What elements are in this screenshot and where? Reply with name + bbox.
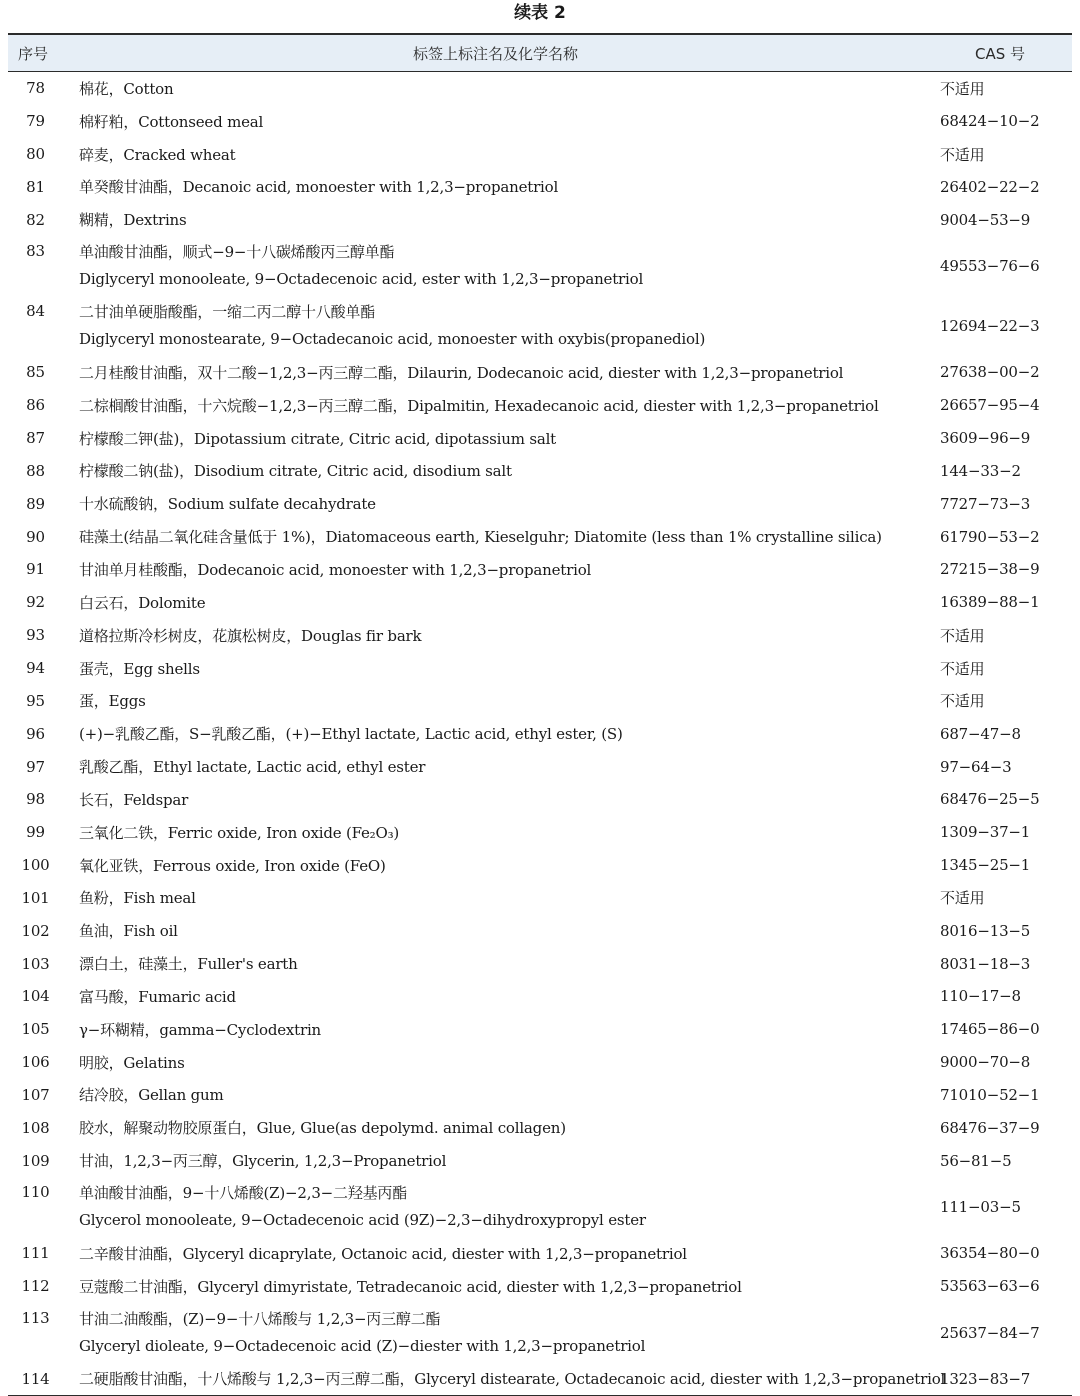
row-serial-number: 95 — [26, 691, 45, 710]
row-cas-number: 不适用 — [940, 626, 985, 645]
row-label-name: 长石，Feldspar — [79, 790, 189, 809]
table-row — [8, 914, 1072, 947]
row-cas-number: 36354−80−0 — [940, 1244, 1040, 1263]
table-row — [8, 1079, 1072, 1112]
row-serial-number: 94 — [26, 659, 45, 678]
row-label-name: 柠檬酸二钾(盐)，Dipotassium citrate, Citric acid, dipotassium salt — [79, 429, 556, 448]
row-serial-number: 109 — [21, 1151, 50, 1170]
row-serial-number: 96 — [26, 724, 45, 743]
row-cas-number: 144−33−2 — [940, 461, 1021, 480]
row-cas-number: 1323−83−7 — [940, 1369, 1031, 1388]
table-row — [8, 72, 1072, 105]
row-serial-number: 86 — [26, 396, 45, 415]
table-caption: 续表 2 — [514, 3, 566, 23]
row-cas-number: 97−64−3 — [940, 757, 1012, 776]
row-cas-number: 27638−00−2 — [940, 363, 1040, 382]
table-row — [8, 882, 1072, 915]
row-cas-number: 不适用 — [940, 889, 985, 908]
row-label-name-en: Glycerol monooleate, 9−Octadecenoic acid (9Z)−2,3−dihydroxypropyl ester — [79, 1210, 646, 1229]
row-label-name: 糊精，Dextrins — [79, 211, 187, 230]
row-label-name: 蛋，Eggs — [79, 692, 146, 711]
row-cas-number: 不适用 — [940, 145, 985, 164]
row-cas-number: 68476−25−5 — [940, 790, 1040, 809]
row-cas-number: 687−47−8 — [940, 724, 1021, 743]
row-label-name: (+)−乳酸乙酯，S−乳酸乙酯，(+)−Ethyl lactate, Lactic acid, ethyl ester, (S) — [79, 725, 623, 744]
ingredient-table — [8, 33, 1072, 1396]
row-cas-number: 9000−70−8 — [940, 1053, 1031, 1072]
row-cas-number: 1345−25−1 — [940, 856, 1031, 875]
table-body — [8, 72, 1072, 1395]
row-serial-number: 111 — [21, 1244, 50, 1263]
row-label-name: 胶水，解聚动物胶原蛋白，Glue, Glue(as depolymd. animal collagen) — [79, 1119, 566, 1138]
table-row — [8, 816, 1072, 849]
row-label-name: 鱼粉，Fish meal — [79, 889, 196, 908]
row-cas-number: 56−81−5 — [940, 1151, 1012, 1170]
row-serial-number: 112 — [21, 1277, 50, 1296]
row-serial-number: 98 — [26, 790, 45, 809]
row-cas-number: 9004−53−9 — [940, 210, 1031, 229]
table-row — [8, 1237, 1072, 1270]
table-row — [8, 684, 1072, 717]
row-label-name — [63, 236, 928, 296]
row-cas-number: 68424−10−2 — [940, 112, 1040, 131]
row-label-name: 棉花，Cotton — [79, 79, 174, 98]
row-serial-number: 101 — [21, 888, 50, 907]
table-row — [8, 171, 1072, 204]
table-row — [8, 783, 1072, 816]
row-serial-number: 107 — [21, 1085, 50, 1104]
table-row — [8, 1144, 1072, 1177]
row-cas-number: 1309−37−1 — [940, 823, 1031, 842]
table-row — [8, 947, 1072, 980]
row-label-name: 鱼油，Fish oil — [79, 922, 178, 941]
row-serial-number: 84 — [26, 302, 45, 321]
row-label-name: 结冷胶，Gellan gum — [79, 1086, 224, 1105]
row-serial-number: 99 — [26, 823, 45, 842]
row-serial-number: 102 — [21, 921, 50, 940]
row-label-name: 二棕榈酸甘油酯，十六烷酸−1,2,3−丙三醇二酯，Dipalmitin, Hexadecanoic acid, diester with 1,2,3−propanetriol — [79, 396, 879, 415]
row-cas-number: 49553−76−6 — [940, 257, 1040, 276]
row-serial-number: 91 — [26, 560, 45, 579]
row-label-name: 十水硫酸钠，Sodium sulfate decahydrate — [79, 495, 376, 514]
table-row — [8, 1303, 1072, 1363]
row-cas-number: 不适用 — [940, 692, 985, 711]
table-row — [8, 296, 1072, 356]
row-serial-number: 100 — [21, 856, 50, 875]
row-cas-number: 不适用 — [940, 79, 985, 98]
table-row — [8, 980, 1072, 1013]
row-serial-number: 97 — [26, 757, 45, 776]
row-label-name-cn: 二甘油单硬脂酸酯，一缩二丙二醇十八酸单酯 — [79, 303, 376, 322]
row-cas-number: 68476−37−9 — [940, 1118, 1040, 1137]
table-header — [8, 33, 1072, 72]
row-label-name: 白云石，Dolomite — [79, 593, 206, 612]
row-cas-number: 12694−22−3 — [940, 317, 1040, 336]
row-cas-number: 不适用 — [940, 659, 985, 678]
row-serial-number: 113 — [21, 1308, 50, 1327]
row-cas-number: 16389−88−1 — [940, 593, 1040, 612]
row-label-name: 道格拉斯冷杉树皮，花旗松树皮，Douglas fir bark — [79, 626, 422, 645]
table-row — [8, 236, 1072, 296]
table-row — [8, 1013, 1072, 1046]
row-serial-number: 110 — [21, 1183, 50, 1202]
row-cas-number: 25637−84−7 — [940, 1323, 1040, 1342]
row-cas-number: 61790−53−2 — [940, 527, 1040, 546]
row-serial-number: 83 — [26, 242, 45, 261]
row-label-name: 豆蔻酸二甘油酯，Glyceryl dimyristate, Tetradecanoic acid, diester with 1,2,3−propanetriol — [79, 1277, 742, 1296]
row-label-name: 棉籽粕，Cottonseed meal — [79, 112, 264, 131]
row-serial-number: 87 — [26, 429, 45, 448]
table-row — [8, 487, 1072, 520]
row-cas-number: 27215−38−9 — [940, 560, 1040, 579]
row-serial-number: 89 — [26, 494, 45, 513]
row-cas-number: 7727−73−3 — [940, 494, 1031, 513]
table-row — [8, 422, 1072, 455]
table-row — [8, 1046, 1072, 1079]
table-row — [8, 356, 1072, 389]
row-serial-number: 104 — [21, 987, 50, 1006]
row-serial-number: 80 — [26, 145, 45, 164]
row-serial-number: 78 — [26, 79, 45, 98]
row-cas-number: 8031−18−3 — [940, 954, 1031, 973]
row-label-name-cn: 甘油二油酸酯，(Z)−9−十八烯酸与 1,2,3−丙三醇二酯 — [79, 1309, 441, 1328]
row-cas-number: 26657−95−4 — [940, 396, 1040, 415]
row-label-name: 柠檬酸二钠(盐)，Disodium citrate, Citric acid, disodium salt — [79, 462, 512, 481]
table-row — [8, 455, 1072, 488]
table-row — [8, 520, 1072, 553]
row-serial-number: 106 — [21, 1053, 50, 1072]
row-label-name: 乳酸乙酯，Ethyl lactate, Lactic acid, ethyl ester — [79, 758, 426, 777]
header-label-name: 标签上标注名及化学名称 — [412, 44, 578, 63]
table-row — [8, 652, 1072, 685]
row-label-name-en: Diglyceryl monooleate, 9−Octadecenoic acid, ester with 1,2,3−propanetriol — [79, 270, 644, 289]
row-label-name: 碎麦，Cracked wheat — [79, 145, 236, 164]
row-label-name: 硅藻土(结晶二氧化硅含量低于 1%)，Diatomaceous earth, Kieselguhr; Diatomite (less than 1% crystalline silica) — [79, 528, 882, 547]
row-cas-number: 71010−52−1 — [940, 1085, 1040, 1104]
table-row — [8, 203, 1072, 236]
row-label-name: 富马酸，Fumaric acid — [79, 987, 236, 1006]
table-row — [8, 1111, 1072, 1144]
row-label-name: 二月桂酸甘油酯，双十二酸−1,2,3−丙三醇二酯，Dilaurin, Dodecanoic acid, diester with 1,2,3−propanetriol — [79, 363, 844, 382]
table-row — [8, 750, 1072, 783]
row-serial-number: 105 — [21, 1020, 50, 1039]
row-label-name: 单癸酸甘油酯，Decanoic acid, monoester with 1,2,3−propanetriol — [79, 178, 559, 197]
header-serial-number: 序号 — [18, 44, 49, 63]
row-label-name-en: Glyceryl dioleate, 9−Octadecenoic acid (Z)−diester with 1,2,3−propanetriol — [79, 1336, 646, 1355]
table-row — [8, 849, 1072, 882]
row-cas-number: 17465−86−0 — [940, 1020, 1040, 1039]
row-label-name: 明胶，Gelatins — [79, 1053, 185, 1072]
row-label-name-cn: 单油酸甘油酯，顺式−9−十八碳烯酸丙三醇单酯 — [79, 243, 395, 262]
header-cas-number: CAS 号 — [974, 44, 1026, 63]
row-serial-number: 90 — [26, 527, 45, 546]
row-serial-number: 88 — [26, 461, 45, 480]
row-label-name-en: Diglyceryl monostearate, 9−Octadecanoic acid, monoester with oxybis(propanediol) — [79, 330, 706, 348]
row-serial-number: 92 — [26, 593, 45, 612]
table-row — [8, 1177, 1072, 1237]
table-row — [8, 586, 1072, 619]
row-label-name: 甘油单月桂酸酯，Dodecanoic acid, monoester with 1,2,3−propanetriol — [79, 560, 592, 579]
row-label-name — [63, 1303, 928, 1363]
row-cas-number: 53563−63−6 — [940, 1277, 1040, 1296]
row-serial-number: 108 — [21, 1118, 50, 1137]
row-serial-number: 82 — [26, 210, 45, 229]
table-row — [8, 619, 1072, 652]
row-serial-number: 93 — [26, 626, 45, 645]
row-serial-number: 103 — [21, 954, 50, 973]
row-serial-number: 79 — [26, 112, 45, 131]
row-serial-number: 85 — [26, 363, 45, 382]
row-label-name: 甘油，1,2,3−丙三醇，Glycerin, 1,2,3−Propanetriol — [79, 1152, 447, 1171]
row-label-name: 蛋壳，Egg shells — [79, 659, 200, 678]
table-row — [8, 1270, 1072, 1303]
table-row — [8, 138, 1072, 171]
row-cas-number: 111−03−5 — [940, 1198, 1021, 1217]
row-cas-number: 8016−13−5 — [940, 921, 1031, 940]
row-label-name: 二硬脂酸甘油酯，十八烯酸与 1,2,3−丙三醇二酯，Glyceryl distearate, Octadecanoic acid, diester with 1,2,3−propanetriol — [79, 1370, 946, 1389]
table-row — [8, 389, 1072, 422]
row-cas-number: 110−17−8 — [940, 987, 1021, 1006]
row-label-name: 氧化亚铁，Ferrous oxide, Iron oxide (FeO) — [79, 856, 386, 875]
row-cas-number: 3609−96−9 — [940, 429, 1031, 448]
row-label-name: 二辛酸甘油酯，Glyceryl dicaprylate, Octanoic acid, diester with 1,2,3−propanetriol — [79, 1244, 687, 1263]
row-label-name — [63, 1177, 928, 1237]
table-row — [8, 1363, 1072, 1396]
row-label-name: 漂白土，硅藻土，Fuller's earth — [79, 955, 298, 974]
table-row — [8, 553, 1072, 586]
row-serial-number: 114 — [21, 1369, 50, 1388]
row-label-name-cn: 单油酸甘油酯，9−十八烯酸(Z)−2,3−二羟基丙酯 — [79, 1184, 408, 1203]
row-label-name — [63, 296, 928, 356]
row-label-name: 三氧化二铁，Ferric oxide, Iron oxide (Fe₂O₃) — [79, 823, 400, 842]
row-cas-number: 26402−22−2 — [940, 177, 1040, 196]
table-row — [8, 717, 1072, 750]
row-serial-number: 81 — [26, 177, 45, 196]
table-row — [8, 105, 1072, 138]
row-label-name: γ−环糊精，gamma−Cyclodextrin — [79, 1020, 322, 1039]
